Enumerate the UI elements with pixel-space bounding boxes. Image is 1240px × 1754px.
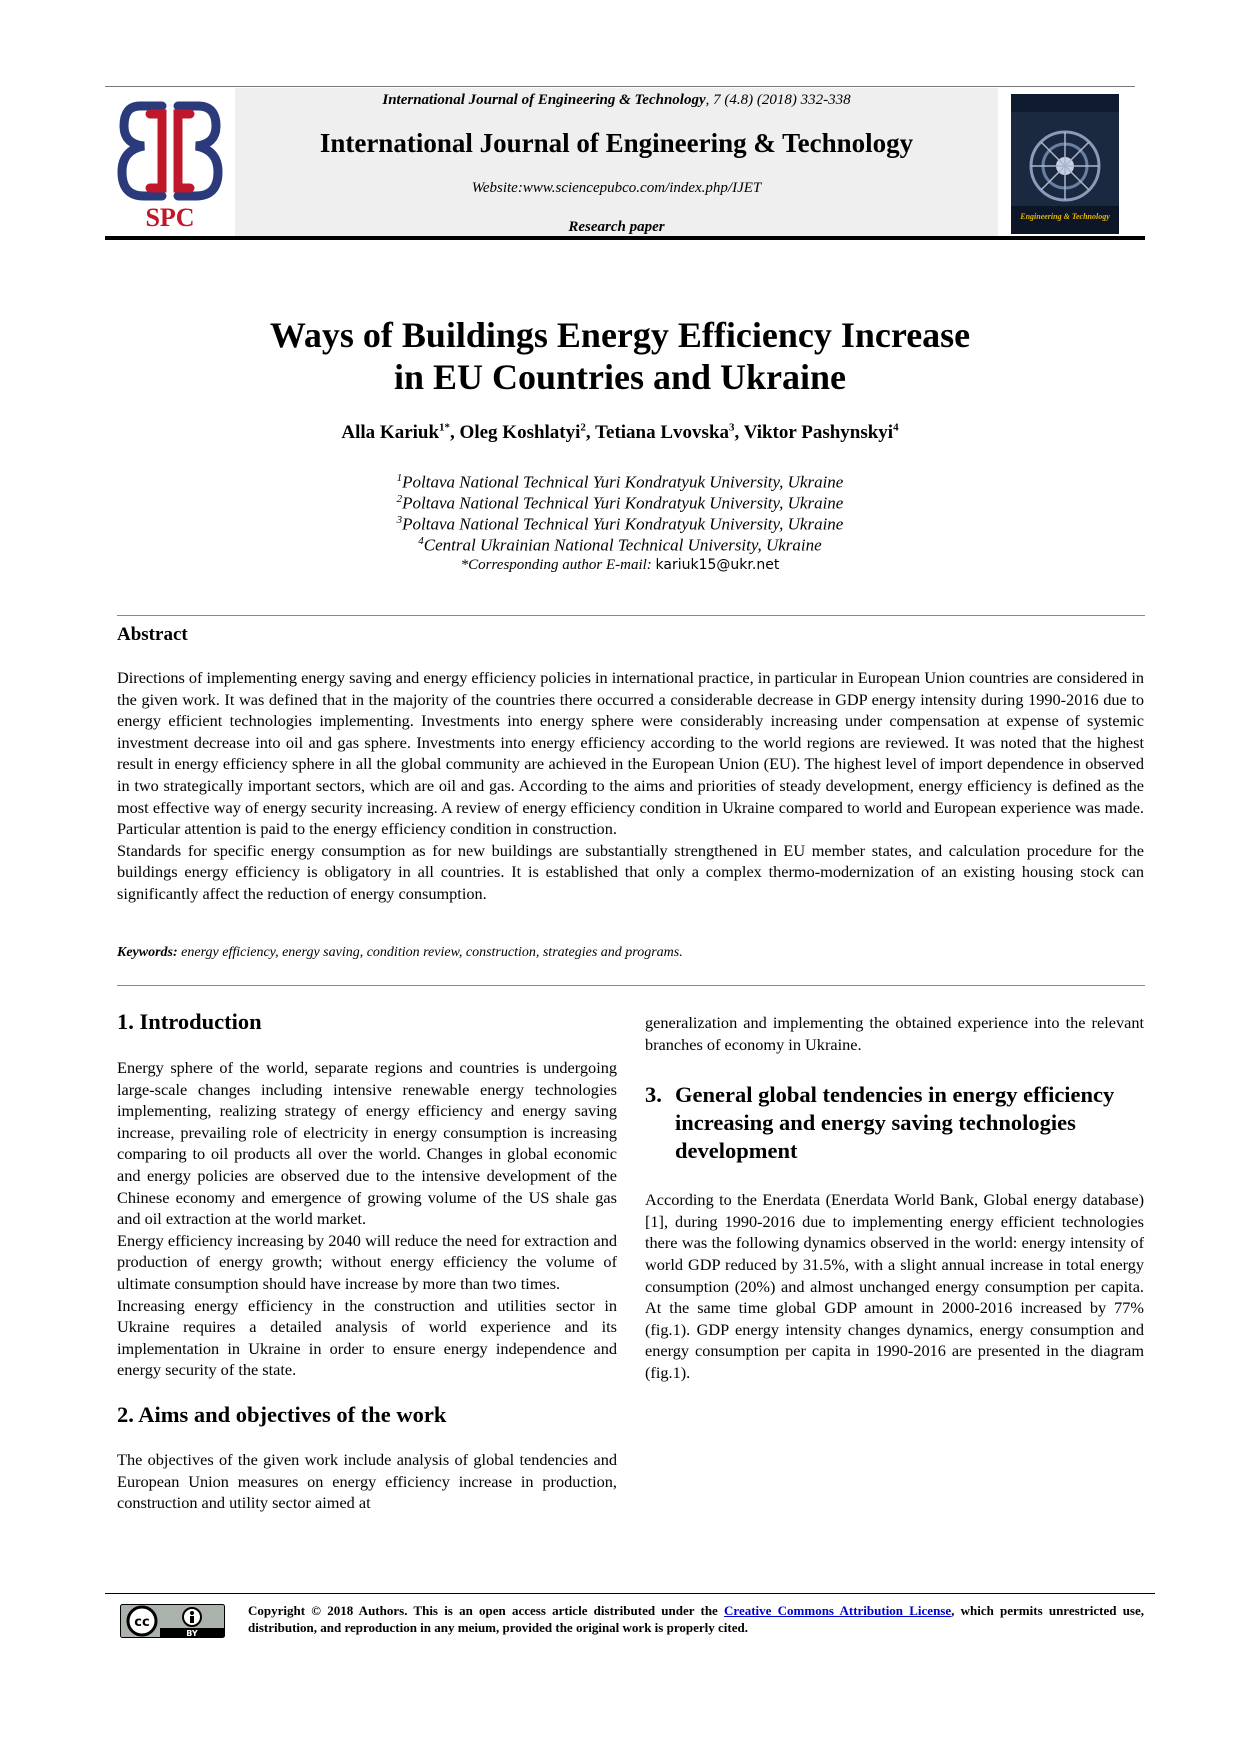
citation-journal: International Journal of Engineering & Technology (382, 92, 706, 108)
keywords-label: Keywords: (117, 945, 178, 960)
cover-title: Engineering & Technology (1020, 212, 1110, 221)
journal-website[interactable]: Website:www.sciencepubco.com/index.php/IJET (471, 180, 762, 196)
abstract-heading: Abstract (117, 624, 188, 645)
author-list (0, 422, 1240, 444)
header-top-rule (105, 86, 1135, 87)
affiliation: $^4$Central Ukrainian National Technical University, Ukraine (418, 535, 822, 555)
svg-text:BY: BY (186, 1629, 198, 1638)
citation-line (235, 92, 998, 109)
affiliation: $^2$Poltava National Technical Yuri Kondratyuk University, Ukraine (396, 493, 844, 513)
footer-rule (105, 1593, 1155, 1594)
section-number: 3. (645, 1082, 662, 1108)
header-band (235, 88, 998, 236)
paragraph: The objectives of the given work include analysis of global tendencies and European Union measures on energy efficiency increase in production, construction and utility sector aimed at (117, 1449, 617, 1513)
keywords (117, 945, 1144, 961)
citation-ref: , 7 (4.8) (2018) 332-338 (705, 92, 851, 108)
abstract-bottom-rule (117, 985, 1145, 986)
corresponding-email[interactable]: kariuk15@ukr.net (655, 557, 780, 573)
author: Alla Kariuk$^{1*}$, (341, 422, 460, 444)
paragraph: Energy sphere of the world, separate regions and countries is undergoing large-scale changes including intensive renewable energy technologies implementing, realizing strategy of energy efficiency and energy saving increase, prevailing role of electricity in energy consumption is increasing comparing to oil products all over the world. Changes in global economic and energy policies are observed due to the intensive development of the Chinese economy and emergence of growing volume of the US shale gas and oil extraction at the world market. (117, 1058, 617, 1229)
copyright-notice: Copyright © 2018 Authors. This is an open access article distributed under the Creative Commons Attribution License, which permits unrestricted use, distribution, and reproduction in any meium, provided the original work is properly cited. (248, 1603, 1145, 1635)
paragraph: According to the Enerdata (Enerdata World Bank, Global energy database) [1], during 1990-2016 due to implementing energy efficient technologies there was the following dynamics observed in the world: energy intensity of world GDP reduced by 31.5%, with a slight annual increase in total energy consumption (20%) and almost unchanged energy consumption per capita. At the same time global GDP amount in 2000-2016 increased by 77% (fig.1). GDP energy intensity changes dynamics, energy consumption and energy consumption per capita in 1990-2016 are presented in the diagram (fig.1). (645, 1190, 1144, 1382)
abstract-paragraph: Directions of implementing energy saving and energy efficiency policies in international practice, in particular in European Union countries are considered in the given work. It was defined that in the majority of the countries there occurred a considerable decrease in GDP energy intensity during 1990-2016 due to energy efficient technologies implementing. Investments into energy sphere were considerably increasing under compensation at expense of systemic investment decrease into oil and gas sphere. Investments into energy efficiency according to the world regions are reviewed. It was noted that the highest result in energy efficiency sphere in all the global community are achieved in the European Union (EU). The highest level of import dependence in observed in two strategically important sectors, which are oil and gas. According to the aims and priorities of steady development, energy efficiency is defined as the most effective way of energy security increasing. A review of energy efficiency condition in Ukraine compared to world and European experience was made. Particular attention is paid to the energy efficiency condition in construction. (117, 668, 1144, 839)
corresponding-author: *Corresponding author E-mail: kariuk15@ukr.net (460, 557, 780, 573)
author: Viktor Pashynskyi$^4$ (743, 422, 899, 444)
keywords-list: energy efficiency, energy saving, condition review, construction, strategies and programs. (177, 945, 683, 960)
left-column (117, 1008, 617, 1514)
spc-logo (110, 92, 230, 232)
author: Oleg Koshlatyi$^2$, (459, 422, 596, 444)
paragraph: Energy efficiency increasing by 2040 will reduce the need for extraction and production of energy growth; without energy efficiency the volume of ultimate consumption should have increase by more than two times. (117, 1230, 617, 1293)
section-heading-aims: 2. Aims and objectives of the work (117, 1401, 447, 1427)
section-heading-introduction: 1. Introduction (117, 1009, 262, 1034)
svg-text:cc: cc (134, 1615, 150, 1630)
abstract-top-rule (117, 615, 1145, 616)
license-link[interactable]: Creative Commons Attribution License (724, 1603, 952, 1618)
cc-by-badge[interactable] (120, 1604, 225, 1638)
paper-title-line-1: Ways of Buildings Energy Efficiency Increase (269, 315, 971, 355)
paragraph: generalization and implementing the obtained experience into the relevant branches of economy in Ukraine. (645, 1013, 1144, 1054)
paragraph: Increasing energy efficiency in the construction and utilities sector in Ukraine requires a detailed analysis of world experience and its implementation in Ukraine in order to ensure energy independence and energy security of the state. (117, 1295, 617, 1380)
author: Tetiana Lvovska$^3$, (595, 422, 744, 444)
journal-cover-image (1011, 94, 1119, 234)
spc-logo-text: SPC (145, 203, 195, 232)
affiliation: $^3$Poltava National Technical Yuri Kondratyuk University, Ukraine (396, 514, 844, 534)
section-title: General global tendencies in energy efficiency increasing and energy saving technologies development (675, 1082, 1115, 1164)
right-column (645, 1012, 1144, 1384)
paper-title-line-2: in EU Countries and Ukraine (393, 357, 847, 397)
abstract-paragraph: Standards for specific energy consumption as for new buildings are substantially strengthened in EU member states, and calculation procedure for the buildings energy efficiency is obligatory in all countries. It is established that only a complex thermo-modernization of an existing housing stock can significantly affect the reduction of energy consumption. (117, 840, 1144, 903)
journal-name: International Journal of Engineering & Technology (319, 128, 914, 158)
section-heading-global-tendencies (645, 1081, 1144, 1165)
paper-type: Research paper (568, 219, 665, 235)
header-bottom-rule (105, 236, 1145, 240)
abstract-body (117, 667, 1144, 905)
affiliation: $^1$Poltava National Technical Yuri Kondratyuk University, Ukraine (396, 472, 844, 492)
